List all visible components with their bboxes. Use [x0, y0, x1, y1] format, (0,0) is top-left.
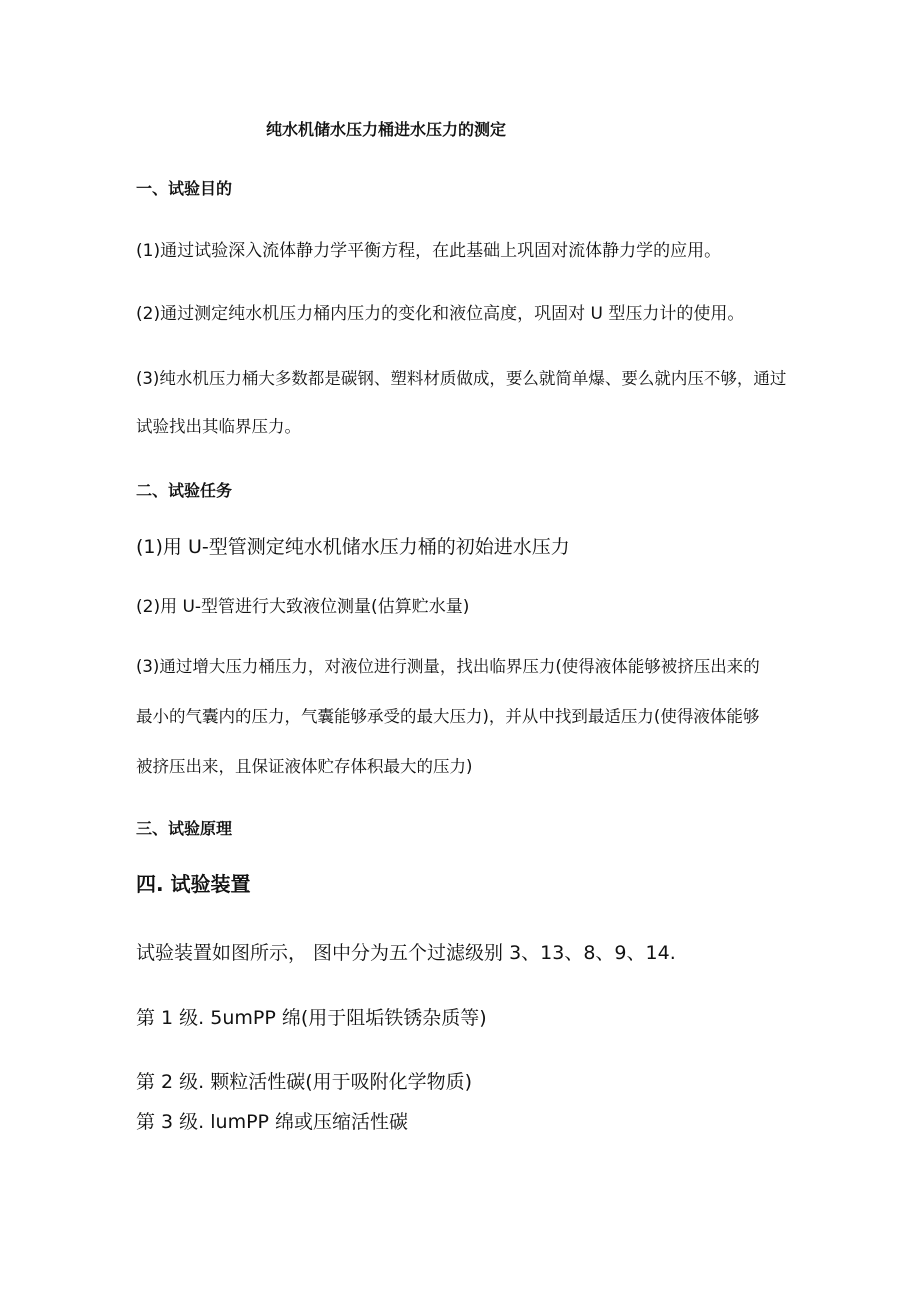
filter-level-3: 第 3 级. lumPP 绵或压缩活性碳 — [136, 1111, 409, 1133]
section-4-intro: 试验装置如图所示， 图中分为五个过滤级别 3、13、8、9、14. — [136, 942, 676, 964]
section-2-item-3-line-2: 最小的气囊内的压力，气囊能够承受的最大压力)，并从中找到最适压力(使得液体能够 — [136, 707, 760, 726]
section-2-item-3-line-1: (3)通过增大压力桶压力，对液位进行测量，找出临界压力(使得液体能够被挤压出来的 — [136, 657, 760, 676]
section-2-item-3-line-3: 被挤压出来，且保证液体贮存体积最大的压力) — [136, 757, 473, 776]
section-2-item-1: (1)用 U-型管测定纯水机储水压力桶的初始进水压力 — [136, 536, 570, 558]
filter-level-2: 第 2 级. 颗粒活性碳(用于吸附化学物质) — [136, 1071, 473, 1093]
section-1-item-3-line-1: (3)纯水机压力桶大多数都是碳钢、塑料材质做成，要么就简单爆、要么就内压不够，通过 — [136, 369, 787, 388]
section-2-item-2: (2)用 U-型管进行大致液位测量(估算贮水量) — [136, 597, 470, 617]
document-title: 纯水机储水压力桶进水压力的测定 — [266, 120, 507, 139]
section-4-heading: 四. 试验装置 — [136, 872, 251, 896]
section-1-item-3-line-2: 试验找出其临界压力。 — [136, 417, 301, 436]
filter-level-1: 第 1 级. 5umPP 绵(用于阻垢铁锈杂质等) — [136, 1007, 487, 1029]
section-2-heading: 二、试验任务 — [136, 481, 233, 500]
section-3-heading: 三、试验原理 — [136, 819, 233, 838]
section-1-heading: 一、试验目的 — [136, 179, 233, 198]
section-1-item-2: (2)通过测定纯水机压力桶内压力的变化和液位高度，巩固对 U 型压力计的使用。 — [136, 304, 745, 324]
section-1-item-1: (1)通过试验深入流体静力学平衡方程，在此基础上巩固对流体静力学的应用。 — [136, 241, 722, 261]
